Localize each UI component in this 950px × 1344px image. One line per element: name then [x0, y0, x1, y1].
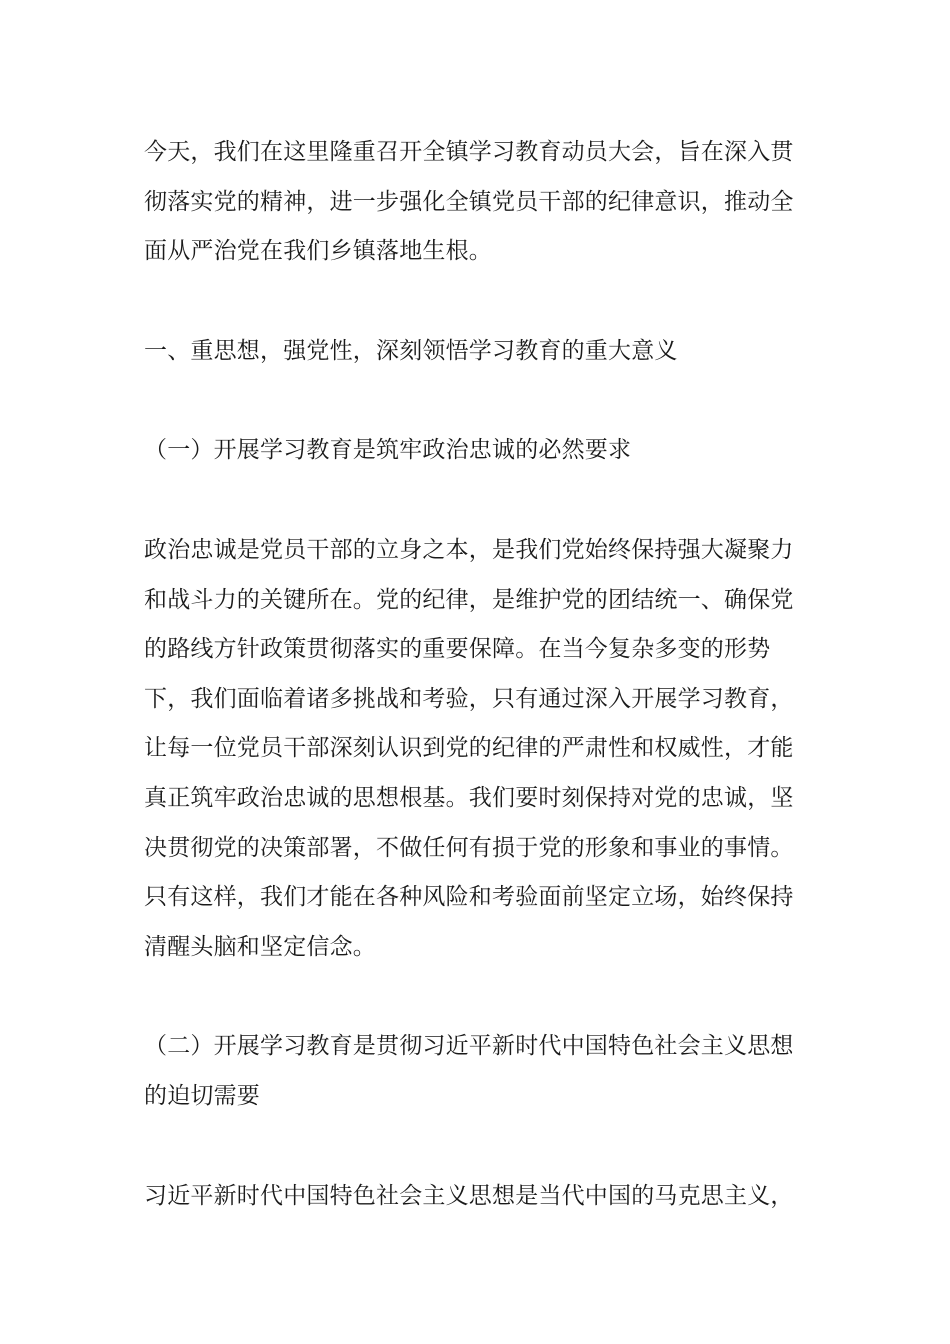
subsection-heading-2: （二）开展学习教育是贯彻习近平新时代中国特色社会主义思想的迫切需要	[144, 1033, 794, 1109]
document-body	[144, 128, 814, 1221]
paragraph-spacer	[144, 277, 814, 327]
section-heading-1: 一、重思想，强党性，深刻领悟学习教育的重大意义	[144, 337, 678, 364]
intro-paragraph: 今天，我们在这里隆重召开全镇学习教育动员大会，旨在深入贯彻落实党的精神，进一步强化全镇党员干部的纪律意识，推动全面从严治党在我们乡镇落地生根。	[144, 139, 794, 265]
paragraph-spacer	[144, 476, 814, 526]
paragraph-spacer	[144, 1122, 814, 1172]
subsection-body-2: 习近平新时代中国特色社会主义思想是当代中国的马克思主义，	[144, 1182, 794, 1209]
subsection-body-1: 政治忠诚是党员干部的立身之本，是我们党始终保持强大凝聚力和战斗力的关键所在。党的纪律，是维护党的团结统一、确保党的路线方针政策贯彻落实的重要保障。在当今复杂多变的形势下，我们面临着诸多挑战和考验，只有通过深入开展学习教育，让每一位党员干部深刻认识到党的纪律的严肃性和权威性，才能真正筑牢政治忠诚的思想根基。我们要时刻保持对党的忠诚，坚决贯彻党的决策部署，不做任何有损于党的形象和事业的事情。只有这样，我们才能在各种风险和考验面前坚定立场，始终保持清醒头脑和坚定信念。	[144, 536, 794, 960]
paragraph-spacer	[144, 376, 814, 426]
subsection-heading-1: （一）开展学习教育是筑牢政治忠诚的必然要求	[144, 437, 632, 464]
paragraph-spacer	[144, 972, 814, 1022]
